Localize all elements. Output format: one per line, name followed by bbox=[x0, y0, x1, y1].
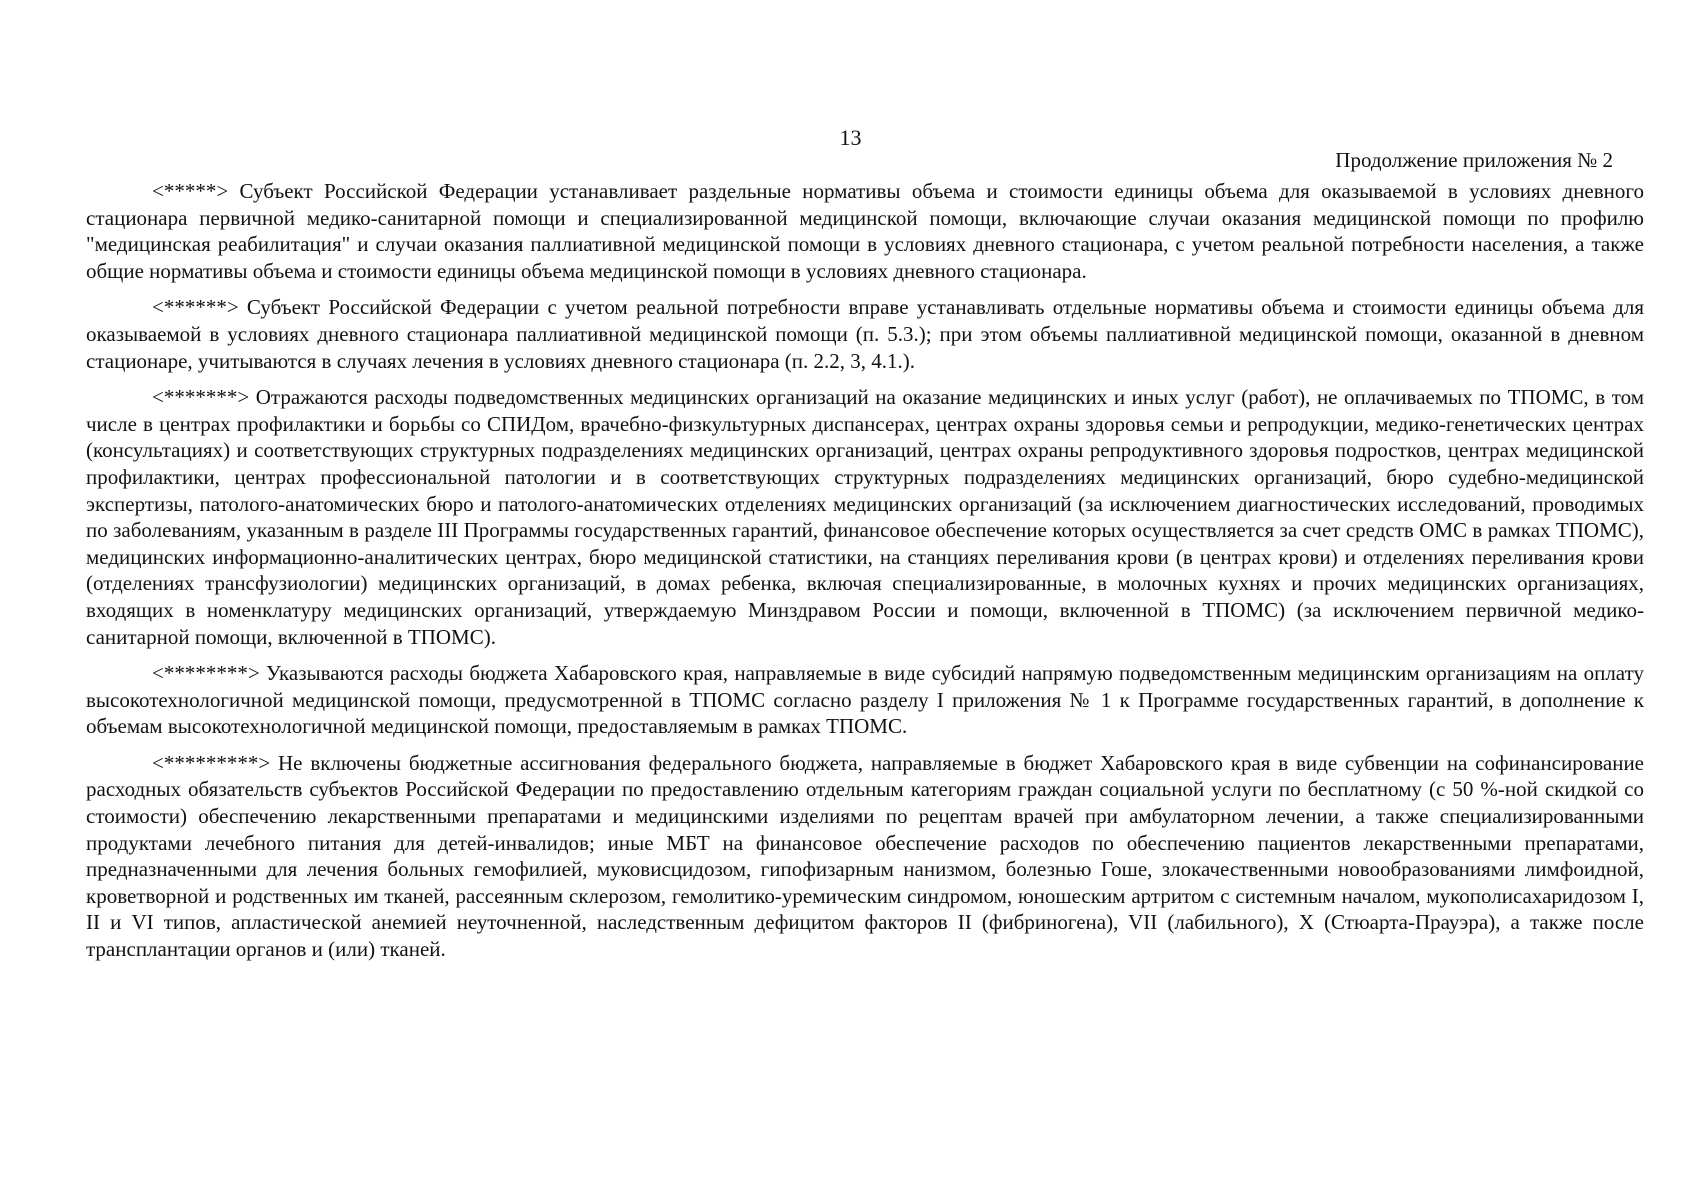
footnote-paragraph: <*******> Отражаются расходы подведомственных медицинских организаций на оказание медицинских и иных услуг (работ), не оплачиваемых по ТПОМС, в том числе в центрах профилактики и борьбы со СПИДом, врачебно-физкультурных диспансерах, центрах охраны здоровья семьи и репродукции, медико-генетических центрах (консультациях) и соответствующих структурных подразделениях медицинских организаций, центрах охраны репродуктивного здоровья подростков, центрах медицинской профилактики, центрах профессиональной патологии и в соответствующих структурных подразделениях медицинских организаций, бюро судебно-медицинской экспертизы, патолого-анатомических бюро и патолого-анатомических отделениях медицинских организаций (за исключением диагностических исследований, проводимых по заболеваниям, указанным в разделе III Программы государственных гарантий, финансовое обеспечение которых осуществляется за счет средств ОМС в рамках ТПОМС), медицинских информационно-аналитических центрах, бюро медицинской статистики, на станциях переливания крови (в центрах крови) и отделениях переливания крови (отделениях трансфузиологии) медицинских организаций, в домах ребенка, включая специализированные, в молочных кухнях и прочих медицинских организациях, входящих в номенклатуру медицинских организаций, утверждаемую Минздравом России и помощи, включенной в ТПОМС) (за исключением первичной медико-санитарной помощи, включенной в ТПОМС). bbox=[86, 385, 1644, 649]
footnote-paragraph: <*****> Субъект Российской Федерации устанавливает раздельные нормативы объема и стоимости единицы объема для оказываемой в условиях дневного стационара первичной медико-санитарной помощи и специализированной медицинской помощи, включающие случаи оказания медицинской помощи по профилю "медицинская реабилитация" и случаи оказания паллиативной медицинской помощи в условиях дневного стационара, с учетом реальной потребности населения, а также общие нормативы объема и стоимости единицы объема медицинской помощи в условиях дневного стационара. bbox=[86, 179, 1644, 283]
footnote-paragraph: <******> Субъект Российской Федерации с учетом реальной потребности вправе устанавливать отдельные нормативы объема и стоимости единицы объема для оказываемой в условиях дневного стационара паллиативной медицинской помощи (п. 5.3.); при этом объемы паллиативной медицинской помощи, оказанной в дневном стационаре, учитываются в случаях лечения в условиях дневного стационара (п. 2.2, 3, 4.1.). bbox=[86, 295, 1644, 373]
page-number: 13 bbox=[839, 125, 862, 150]
footnote-paragraph: <*********> Не включены бюджетные ассигнования федерального бюджета, направляемые в бюджет Хабаровского края в виде субвенции на софинансирование расходных обязательств субъектов Российской Федерации по предоставлению отдельным категориям граждан социальной услуги по бесплатному (с 50 %-ной скидкой со стоимости) обеспечению лекарственными препаратами и медицинскими изделиями по рецептам врачей при амбулаторном лечении, а также специализированными продуктами лечебного питания для детей-инвалидов; иные МБТ на финансовое обеспечение расходов по обеспечению пациентов лекарственными препаратами, предназначенными для лечения больных гемофилией, муковисцидозом, гипофизарным нанизмом, болезнью Гоше, злокачественными новообразованиями лимфоидной, кроветворной и родственных им тканей, рассеянным склерозом, гемолитико-уремическим синдромом, юношеским артритом с системным началом, мукополисахаридозом I, II и VI типов, апластической анемией неуточненной, наследственным дефицитом факторов II (фибриногена), VII (лабильного), X (Стюарта-Прауэра), а также после трансплантации органов и (или) тканей. bbox=[86, 750, 1644, 962]
footnote-paragraph: <********> Указываются расходы бюджета Хабаровского края, направляемые в виде субсидий напрямую подведомственным медицинским организациям на оплату высокотехнологичной медицинской помощи, предусмотренной в ТПОМС согласно разделу I приложения № 1 к Программе государственных гарантий, в дополнение к объемам высокотехнологичной медицинской помощи, предоставляемым в рамках ТПОМС. bbox=[86, 661, 1644, 739]
appendix-continuation-note: Продолжение приложения № 2 bbox=[1335, 148, 1613, 172]
footnotes-body bbox=[86, 178, 1644, 973]
